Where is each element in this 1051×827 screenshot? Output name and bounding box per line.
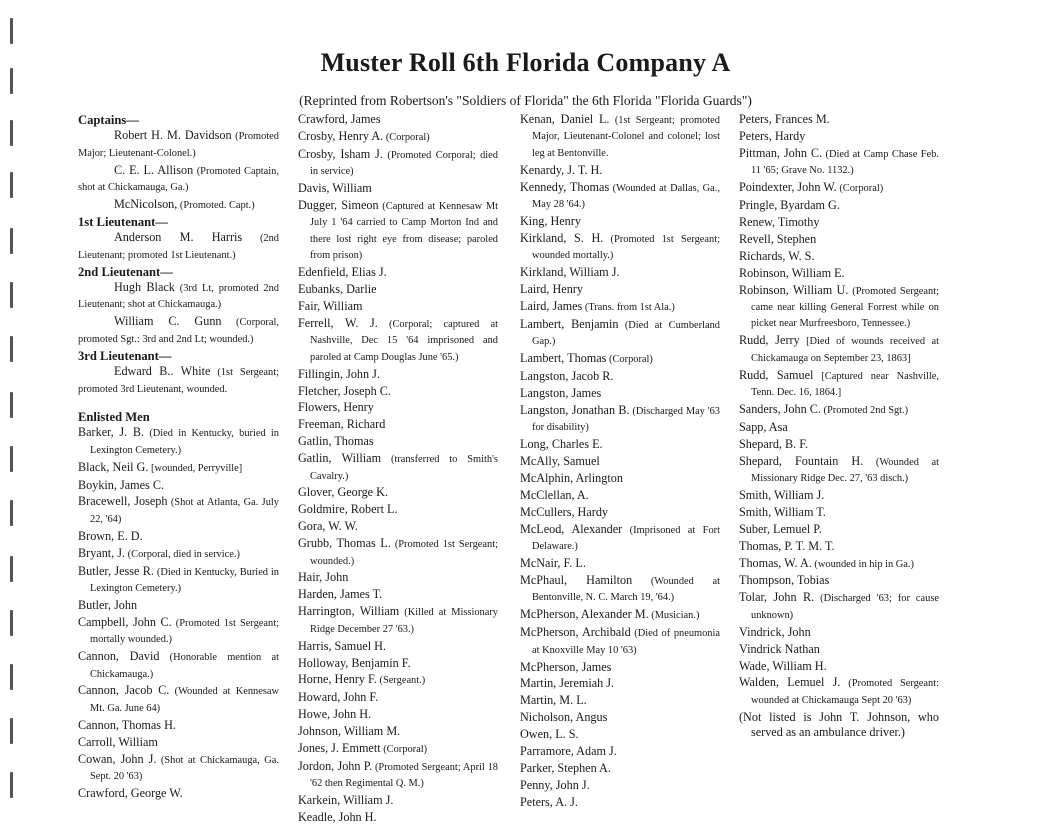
roster-entry xyxy=(520,180,720,213)
soldier-name: McNair, F. L. xyxy=(520,556,586,571)
roster-entry xyxy=(739,437,939,452)
soldier-name: King, Henry xyxy=(520,213,581,228)
roster-entry xyxy=(520,778,720,793)
roster-entry xyxy=(739,488,939,503)
roster-entry xyxy=(739,232,939,247)
service-note: (Promoted. Capt.) xyxy=(179,200,255,212)
roster-column-4 xyxy=(739,112,939,742)
service-note: (Died at Camp Chase Feb. 11 '65; Grave No. 1132.) xyxy=(751,148,939,177)
service-note: (2nd Lieutenant; promoted 1st Lieutenant.) xyxy=(78,233,279,261)
officer-entry xyxy=(78,280,279,313)
soldier-name: Flowers, Henry xyxy=(298,400,374,415)
soldier-name: Parker, Stephen A. xyxy=(520,760,611,775)
roster-entry xyxy=(520,231,720,264)
officer-entry xyxy=(78,163,279,196)
roster-entry xyxy=(298,265,498,280)
roster-entry xyxy=(520,795,720,810)
soldier-name: Thomas, W. A. xyxy=(739,555,812,570)
soldier-name: Martin, M. L. xyxy=(520,693,587,708)
roster-entry xyxy=(520,317,720,350)
soldier-name: Lambert, Benjamin xyxy=(520,316,619,331)
roster-entry xyxy=(78,752,279,785)
roster-entry xyxy=(739,402,939,418)
roster-entry xyxy=(739,642,939,657)
roster-entry xyxy=(520,727,720,742)
soldier-name: Robert H. M. Davidson xyxy=(114,128,232,143)
soldier-name: Suber, Lemuel P. xyxy=(739,521,822,536)
soldier-name: Bryant, J. xyxy=(78,545,126,560)
roster-entry xyxy=(739,556,939,572)
soldier-name: Karkein, William J. xyxy=(298,793,394,808)
roster-entry xyxy=(520,744,720,759)
soldier-name: Kirkland, William J. xyxy=(520,265,620,280)
soldier-name: Grubb, Thomas L. xyxy=(298,536,391,551)
roster-entry xyxy=(298,129,498,145)
service-note: (Imprisoned at Fort Delaware.) xyxy=(532,524,720,553)
soldier-name: Keadle, John H. xyxy=(298,810,377,825)
soldier-name: Jones, J. Emmett xyxy=(298,741,381,756)
officer-entry xyxy=(78,128,279,161)
service-note: (Discharged '63; for cause unknown) xyxy=(751,593,939,621)
roster-entry xyxy=(298,502,498,517)
soldier-name: McAlly, Samuel xyxy=(520,454,600,469)
roster-entry xyxy=(298,198,498,264)
soldier-name: Kenardy, J. T. H. xyxy=(520,162,603,177)
soldier-name: Hair, John xyxy=(298,570,349,585)
soldier-name: Johnson, William M. xyxy=(298,724,401,739)
section-heading: 2nd Lieutenant— xyxy=(78,264,173,279)
binder-margin xyxy=(6,0,18,811)
soldier-name: Tolar, John R. xyxy=(739,590,815,605)
soldier-name: Boykin, James C. xyxy=(78,477,164,492)
soldier-name: Horne, Henry F. xyxy=(298,672,377,687)
roster-entry xyxy=(520,488,720,503)
soldier-name: Cannon, David xyxy=(78,649,160,664)
roster-entry xyxy=(520,112,720,161)
service-note: (Wounded at Dallas, Ga., May 28 '64.) xyxy=(532,182,720,211)
soldier-name: McCullers, Hardy xyxy=(520,504,609,519)
roster-entry xyxy=(739,333,939,366)
soldier-name: Parramore, Adam J. xyxy=(520,744,617,759)
roster-entry xyxy=(78,478,279,493)
soldier-name: Butler, John xyxy=(78,597,138,612)
roster-entry xyxy=(78,649,279,682)
roster-entry xyxy=(78,494,279,527)
service-note: (Sergeant.) xyxy=(379,675,426,687)
soldier-name: Langston, James xyxy=(520,386,602,400)
service-note: (Musician.) xyxy=(651,610,700,622)
service-note: (Promoted 1st Sergeant; wounded.) xyxy=(310,539,498,567)
service-note: (Corporal, promoted Sgt.: 3rd and 2nd Lt; wounded.) xyxy=(78,317,279,345)
roster-entry xyxy=(298,282,498,297)
soldier-name: Dugger, Simeon xyxy=(298,198,379,213)
soldier-name: Howe, John H. xyxy=(298,707,372,722)
soldier-name: McAlphin, Arlington xyxy=(520,471,623,486)
roster-entry xyxy=(739,420,939,435)
service-note: (Corporal) xyxy=(383,744,428,756)
roster-entry xyxy=(520,299,720,315)
roster-entry xyxy=(739,539,939,554)
section-heading: 1st Lieutenant— xyxy=(78,214,168,229)
soldier-name: McPherson, Alexander M. xyxy=(520,607,649,622)
roster-entry xyxy=(739,129,939,144)
roster-entry xyxy=(520,351,720,367)
roster-entry xyxy=(739,625,939,640)
roster-entry xyxy=(520,403,720,436)
roster-entry xyxy=(298,741,498,757)
roster-entry xyxy=(298,810,498,825)
soldier-name: Edenfield, Elias J. xyxy=(298,265,387,280)
service-note: (Discharged May '63 for disability) xyxy=(532,405,721,434)
roster-entry xyxy=(520,761,720,776)
roster-entry xyxy=(739,198,939,213)
soldier-name: Laird, Henry xyxy=(520,282,583,297)
service-note: (transferred to Smith's Cavalry.) xyxy=(310,454,498,482)
roster-entry xyxy=(298,587,498,602)
roster-entry xyxy=(298,181,498,196)
roster-entry xyxy=(520,660,720,675)
soldier-name: Langston, Jonathan B. xyxy=(520,402,630,417)
roster-entry xyxy=(520,369,720,384)
roster-entry xyxy=(739,454,939,487)
soldier-name: Walden, Lemuel J. xyxy=(739,675,841,690)
section-heading: 3rd Lieutenant— xyxy=(78,348,172,363)
soldier-name: McNicolson, xyxy=(114,197,178,212)
service-note: [Captured near Nashville, Tenn. Dec. 16, 1864.] xyxy=(751,370,939,398)
service-note: (Died at Cumberland Gap.) xyxy=(532,319,720,348)
service-note: (Promoted Sergeant; April 18 '62 then Regimental Q. M.) xyxy=(310,761,498,790)
roster-entry xyxy=(520,522,720,555)
soldier-name: C. E. L. Allison xyxy=(114,162,194,177)
soldier-name: Kirkland, S. H. xyxy=(520,230,604,245)
soldier-name: Hugh Black xyxy=(114,280,175,295)
roster-entry xyxy=(298,570,498,585)
roster-entry xyxy=(739,266,939,281)
service-note: (Promoted Captain, shot at Chickamauga, Ga.) xyxy=(78,165,279,194)
roster-entry xyxy=(739,146,939,179)
soldier-name: Kennedy, Thomas xyxy=(520,179,610,194)
soldier-name: Pittman, John C. xyxy=(739,145,823,160)
roster-entry xyxy=(739,573,939,588)
roster-entry xyxy=(520,386,720,401)
soldier-name: Shepard, Fountain H. xyxy=(739,453,864,468)
soldier-name: Cannon, Jacob C. xyxy=(78,683,170,698)
soldier-name: William C. Gunn xyxy=(114,314,222,329)
service-note: (Promoted 1st Sergeant; wounded mortally.) xyxy=(532,233,720,262)
soldier-name: Gatlin, Thomas xyxy=(298,434,374,449)
soldier-name: Vindrick Nathan xyxy=(739,641,820,656)
service-note: (Killed at Missionary Ridge December 27 '63.) xyxy=(310,607,499,635)
roster-entry xyxy=(298,690,498,705)
soldier-name: Campbell, John C. xyxy=(78,614,172,629)
soldier-name: Laird, James xyxy=(520,298,583,313)
soldier-name: Poindexter, John W. xyxy=(739,180,837,195)
roster-entry xyxy=(78,425,279,458)
soldier-name: Robinson, William E. xyxy=(739,265,845,280)
soldier-name: Long, Charles E. xyxy=(520,437,603,452)
soldier-name: Edward B.. White xyxy=(114,364,211,379)
soldier-name: Gora, W. W. xyxy=(298,519,358,534)
soldier-name: Thomas, P. T. M. T. xyxy=(739,538,835,553)
soldier-name: Cowan, John J. xyxy=(78,751,157,766)
service-note: (Promoted Major; Lieutenant-Colonel.) xyxy=(78,131,279,159)
soldier-name: Smith, William J. xyxy=(739,487,825,502)
soldier-name: Thompson, Tobias xyxy=(739,573,830,588)
roster-entry xyxy=(298,656,498,671)
soldier-name: Anderson M. Harris xyxy=(114,230,243,245)
soldier-name: Butler, Jesse R. xyxy=(78,563,154,578)
soldier-name: Richards, W. S. xyxy=(739,248,815,263)
roster-entry xyxy=(78,735,279,750)
soldier-name: Ferrell, W. J. xyxy=(298,315,378,330)
soldier-name: Revell, Stephen xyxy=(739,231,817,246)
soldier-name: Howard, John F. xyxy=(298,690,379,705)
service-note: (Honorable mention at Chickamauga.) xyxy=(90,652,279,680)
soldier-name: Peters, Hardy xyxy=(739,128,806,143)
roster-entry xyxy=(298,485,498,500)
soldier-name: McClellan, A. xyxy=(520,487,589,502)
soldier-name: Wade, William H. xyxy=(739,658,827,673)
soldier-name: Black, Neil G. xyxy=(78,459,149,474)
roster-entry xyxy=(298,112,498,127)
roster-entry xyxy=(739,249,939,264)
soldier-name: Nicholson, Angus xyxy=(520,710,608,725)
soldier-name: Peters, Frances M. xyxy=(739,112,830,126)
service-note: (Corporal; captured at Nashville, Dec 15 '64 imprisoned and paroled at Camp Douglas June '65.) xyxy=(310,318,498,363)
soldier-name: Smith, William T. xyxy=(739,504,826,519)
page-title: Muster Roll 6th Florida Company A xyxy=(320,48,731,77)
soldier-name: Peters, A. J. xyxy=(520,794,578,809)
roster-entry xyxy=(298,707,498,722)
roster-entry xyxy=(520,437,720,452)
soldier-name: Penny, John J. xyxy=(520,777,590,792)
service-note: [wounded, Perryville] xyxy=(151,462,243,474)
service-note: (Captured at Kennesaw Mt July 1 '64 carried to Camp Morton Ind and there lost right eye from disease; paroled from prison) xyxy=(310,201,498,262)
soldier-name: Cannon, Thomas H. xyxy=(78,717,176,732)
roster-entry xyxy=(520,556,720,571)
soldier-name: Kenan, Daniel L. xyxy=(520,112,610,126)
soldier-name: Vindrick, John xyxy=(739,624,811,639)
soldier-name: Crawford, George W. xyxy=(78,785,183,800)
soldier-name: Crawford, James xyxy=(298,112,381,126)
service-note: (Promoted 2nd Sgt.) xyxy=(823,404,909,416)
roster-entry xyxy=(298,536,498,569)
roster-entry xyxy=(520,471,720,486)
soldier-name: Crosby, Isham J. xyxy=(298,146,383,161)
soldier-name: Fillingin, John J. xyxy=(298,366,380,381)
roster-entry xyxy=(520,573,720,606)
service-note: (Trans. from 1st Ala.) xyxy=(584,301,675,313)
roster-entry xyxy=(298,451,498,484)
roster-entry xyxy=(78,786,279,801)
roster-entry xyxy=(298,384,498,399)
roster-entry xyxy=(298,793,498,808)
roster-entry xyxy=(520,710,720,725)
roster-entry xyxy=(298,639,498,654)
roster-entry xyxy=(739,675,939,708)
soldier-name: Holloway, Benjamin F. xyxy=(298,655,411,670)
service-note: (Died in Kentucky, buried in Lexington Cemetery.) xyxy=(90,428,279,456)
soldier-name: Crosby, Henry A. xyxy=(298,128,384,143)
roster-entry xyxy=(78,718,279,733)
soldier-name: Rudd, Jerry xyxy=(739,333,800,348)
roster-entry xyxy=(78,615,279,648)
roster-entry xyxy=(520,505,720,520)
roster-column-1 xyxy=(78,112,279,803)
soldier-name: Glover, George K. xyxy=(298,485,388,500)
roster-entry xyxy=(78,683,279,716)
soldier-name: Freeman, Richard xyxy=(298,417,386,432)
officer-entry xyxy=(78,364,279,397)
soldier-name: Fair, William xyxy=(298,298,363,313)
roster-column-3 xyxy=(520,112,720,812)
soldier-name: Lambert, Thomas xyxy=(520,351,607,366)
roster-entry xyxy=(739,215,939,230)
soldier-name: Goldmire, Robert L. xyxy=(298,502,398,517)
soldier-name: McLeod, Alexander xyxy=(520,521,623,536)
roster-entry xyxy=(298,434,498,449)
roster-entry xyxy=(520,282,720,297)
service-note: [Died of wounds received at Chickamauga on September 23, 1863] xyxy=(751,336,939,364)
soldier-name: Fletcher, Joseph C. xyxy=(298,383,391,398)
service-note: (1st Sergeant; promoted Major, Lieutenant-Colonel and colonel; lost leg at Bentonville. xyxy=(532,115,720,159)
soldier-name: Harris, Samuel H. xyxy=(298,638,387,653)
soldier-name: McPherson, Archibald xyxy=(520,625,631,640)
roster-entry xyxy=(520,265,720,280)
officer-entry xyxy=(78,230,279,263)
soldier-name: Davis, William xyxy=(298,181,372,196)
roster-entry xyxy=(298,672,498,688)
roster-entry xyxy=(520,454,720,469)
roster-entry xyxy=(739,710,939,741)
officer-entry xyxy=(78,197,279,213)
service-note: (Corporal) xyxy=(839,183,884,195)
service-note: (Shot at Atlanta, Ga. July 22, '64) xyxy=(90,497,279,525)
service-note: (Wounded at Bentonville, N. C. March 19, '64.) xyxy=(532,575,720,604)
roster-entry xyxy=(520,163,720,178)
roster-column-2 xyxy=(298,112,498,827)
roster-entry xyxy=(520,607,720,623)
soldier-name: Eubanks, Darlie xyxy=(298,282,377,297)
roster-entry xyxy=(739,180,939,196)
soldier-name: Owen, L. S. xyxy=(520,727,579,742)
roster-entry xyxy=(739,659,939,674)
service-note: (Promoted Sergeant: wounded at Chickamauga Sept 20 '63) xyxy=(751,678,939,706)
roster-entry xyxy=(78,564,279,597)
soldier-name: Renew, Timothy xyxy=(739,214,820,229)
soldier-name: Brown, E. D. xyxy=(78,528,143,543)
soldier-name: Rudd, Samuel xyxy=(739,367,814,382)
soldier-name: Harden, James T. xyxy=(298,587,383,602)
roster-entry xyxy=(298,759,498,792)
soldier-name: Martin, Jeremiah J. xyxy=(520,676,615,691)
roster-entry xyxy=(520,625,720,658)
soldier-name: McPherson, James xyxy=(520,659,612,674)
service-note: (Died of pneumonia at Knoxville May 10 '63) xyxy=(532,628,720,656)
soldier-name: Shepard, B. F. xyxy=(739,436,809,451)
soldier-name: Sapp, Asa xyxy=(739,419,788,434)
service-note: (Wounded at Missionary Ridge Dec. 27, '63 disch.) xyxy=(751,456,939,485)
service-note: (1st Sergeant; promoted 3rd Lieutenant, wounded. xyxy=(78,367,279,395)
soldier-name: Robinson, William U. xyxy=(739,282,849,297)
service-note: (Promoted Corporal; died in service) xyxy=(310,149,498,178)
roster-entry xyxy=(78,546,279,562)
soldier-name: Gatlin, William xyxy=(298,451,382,466)
soldier-name: Pringle, Byardam G. xyxy=(739,198,840,213)
page-subtitle: (Reprinted from Robertson's "Soldiers of Florida" the 6th Florida "Florida Guards") xyxy=(299,93,752,108)
roster-entry xyxy=(78,460,279,476)
roster-entry xyxy=(298,316,498,365)
soldier-name: Sanders, John C. xyxy=(739,401,821,416)
service-note: (Wounded at Kennesaw Mt. Ga. June 64) xyxy=(90,686,279,714)
roster-entry xyxy=(298,400,498,415)
officer-entry xyxy=(78,314,279,347)
soldier-name: Bracewell, Joseph xyxy=(78,494,168,509)
soldier-name: Jordon, John P. xyxy=(298,758,373,773)
roster-entry xyxy=(520,214,720,229)
soldier-name: Harrington, William xyxy=(298,604,400,619)
service-note: (Promoted Sergeant; came near killing General Forrest while on picket near Murfreesboro, Tennessee.) xyxy=(751,285,939,330)
roster-entry xyxy=(739,505,939,520)
roster-entry xyxy=(520,676,720,691)
roster-entry xyxy=(739,522,939,537)
roster-entry xyxy=(298,519,498,534)
service-note: (Corporal) xyxy=(385,131,430,143)
service-note: (Shot at Chickamauga, Ga. Sept. 20 '63) xyxy=(90,754,279,782)
roster-entry xyxy=(298,367,498,382)
roster-entry xyxy=(739,368,939,401)
roster-entry xyxy=(298,604,498,637)
roster-entry xyxy=(739,112,939,127)
service-note: (3rd Lt, promoted 2nd Lieutenant; shot at Chickamauga.) xyxy=(78,283,279,311)
roster-entry xyxy=(739,283,939,332)
soldier-name: (Not listed is John T. Johnson, who served as an ambulance driver.) xyxy=(739,709,939,740)
soldier-name: Langston, Jacob R. xyxy=(520,369,614,384)
soldier-name: Barker, J. B. xyxy=(78,425,145,440)
roster-entry xyxy=(298,724,498,739)
roster-entry xyxy=(78,529,279,544)
section-heading: Enlisted Men xyxy=(78,409,150,424)
roster-entry xyxy=(78,598,279,613)
roster-entry xyxy=(520,693,720,708)
section-heading: Captains— xyxy=(78,113,139,127)
service-note: (Corporal) xyxy=(609,354,653,366)
roster-entry xyxy=(739,590,939,623)
soldier-name: McPhaul, Hamilton xyxy=(520,572,633,587)
roster-entry xyxy=(298,299,498,314)
service-note: (Corporal, died in service.) xyxy=(127,548,240,560)
service-note: (wounded in hip in Ga.) xyxy=(814,558,914,570)
service-note: (Promoted 1st Sergeant; mortally wounded.) xyxy=(90,617,279,646)
soldier-name: Carroll, William xyxy=(78,734,158,749)
roster-entry xyxy=(298,147,498,180)
service-note: (Died in Kentucky, Buried in Lexington Cemetery.) xyxy=(90,566,279,594)
roster-entry xyxy=(298,417,498,432)
